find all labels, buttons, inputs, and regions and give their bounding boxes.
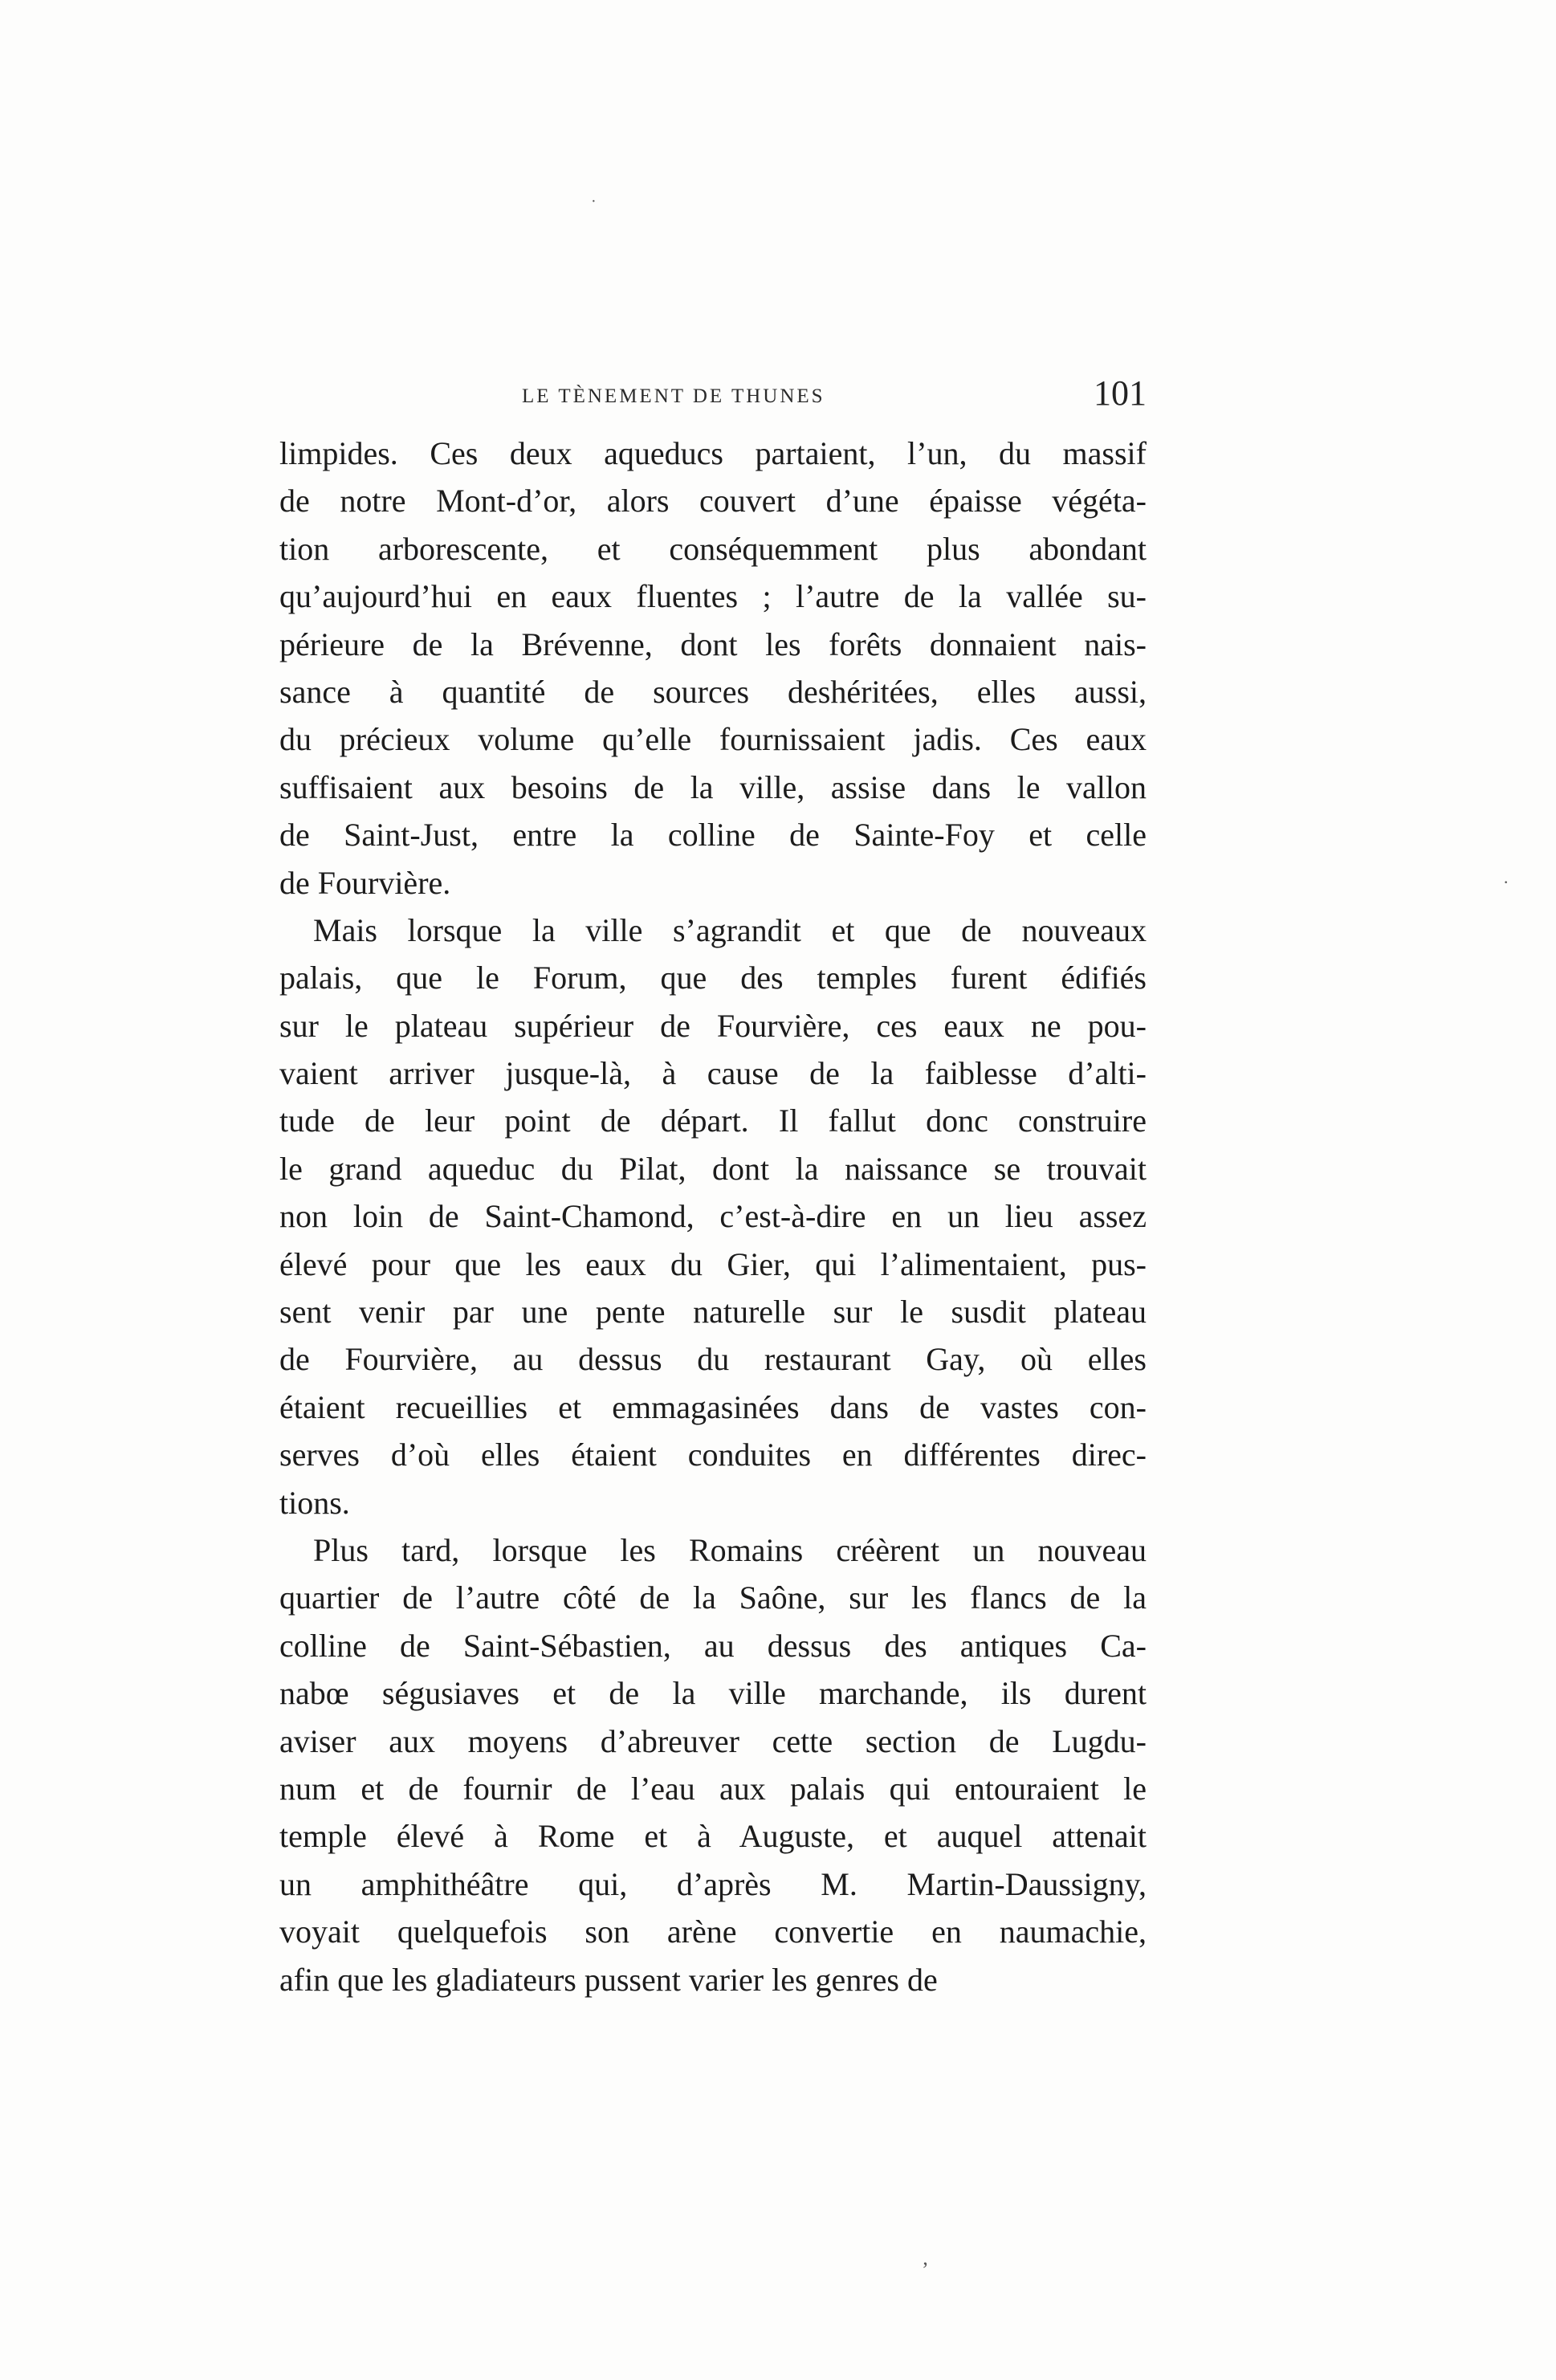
text-line: aviser aux moyens d’abreuver cette section de Lugdu- [279,1722,1147,1759]
text-line: quartier de l’autre côté de la Saône, sur les flancs de la [279,1579,1147,1616]
text-line: de Fourvière, au dessus du restaurant Gay, où elles [279,1341,1147,1378]
text-line: non loin de Saint-Chamond, c’est-à-dire en un lieu assez [279,1198,1147,1235]
text-line: de notre Mont-d’or, alors couvert d’une épaisse végéta- [279,483,1147,520]
text-line: un amphithéâtre qui, d’après M. Martin-Daussigny, [279,1865,1147,1902]
text-line: suffisaient aux besoins de la ville, assise dans le vallon [279,768,1147,805]
text-line: afin que les gladiateurs pussent varier les genres de [279,1961,938,1998]
text-line: limpides. Ces deux aqueducs partaient, l’un, du massif [279,435,1147,471]
page-number: 101 [1094,373,1147,413]
text-line: tions. [279,1484,350,1521]
text-line: colline de Saint-Sébastien, au dessus des antiques Ca- [279,1627,1147,1664]
text-line: Mais lorsque la ville s’agrandit et que de nouveaux [313,911,1147,948]
text-line: voyait quelquefois son arène convertie en naumachie, [279,1913,1147,1950]
text-line: du précieux volume qu’elle fournissaient jadis. Ces eaux [279,721,1147,758]
text-line: serves d’où elles étaient conduites en différentes direc- [279,1437,1147,1473]
text-line: nabœ ségusiaves et de la ville marchande, ils durent [279,1675,1147,1712]
text-line: étaient recueillies et emmagasinées dans de vastes con- [279,1388,1147,1425]
text-line: de Saint-Just, entre la colline de Sainte-Foy et celle [279,817,1147,854]
body-text [279,430,1147,2003]
text-line: tion arborescente, et conséquemment plus abondant [279,530,1147,567]
text-line: de Fourvière. [279,864,451,901]
text-line: Plus tard, lorsque les Romains créèrent un nouveau [313,1531,1147,1568]
text-line: élevé pour que les eaux du Gier, qui l’alimentaient, pus- [279,1245,1147,1282]
text-line: sance à quantité de sources deshéritées, elles aussi, [279,673,1147,710]
text-line: num et de fournir de l’eau aux palais qui entouraient le [279,1770,1147,1807]
page-header [279,373,1147,426]
text-line: palais, que le Forum, que des temples furent édifiés [279,960,1147,996]
running-title: LE TÈNEMENT DE THUNES [522,385,825,407]
scan-speck: · [591,193,597,210]
scan-speck: · [1503,872,1509,892]
text-line: tude de leur point de départ. Il fallut donc construire [279,1102,1147,1139]
text-line: périeure de la Brévenne, dont les forêts donnaient nais- [279,626,1147,662]
text-line: vaient arriver jusque-là, à cause de la faiblesse d’alti- [279,1055,1147,1092]
paragraph [279,430,1147,907]
paragraph [279,907,1147,1526]
paragraph [279,1526,1147,2003]
text-line: sent venir par une pente naturelle sur le susdit plateau [279,1294,1147,1331]
text-line: le grand aqueduc du Pilat, dont la naissance se trouvait [279,1150,1147,1187]
text-line: temple élevé à Rome et à Auguste, et auquel attenait [279,1818,1147,1855]
text-line: sur le plateau supérieur de Fourvière, ces eaux ne pou- [279,1007,1147,1044]
text-line: qu’aujourd’hui en eaux fluentes ; l’autre de la vallée su- [279,578,1147,615]
scan-speck: ’ [922,2258,929,2281]
